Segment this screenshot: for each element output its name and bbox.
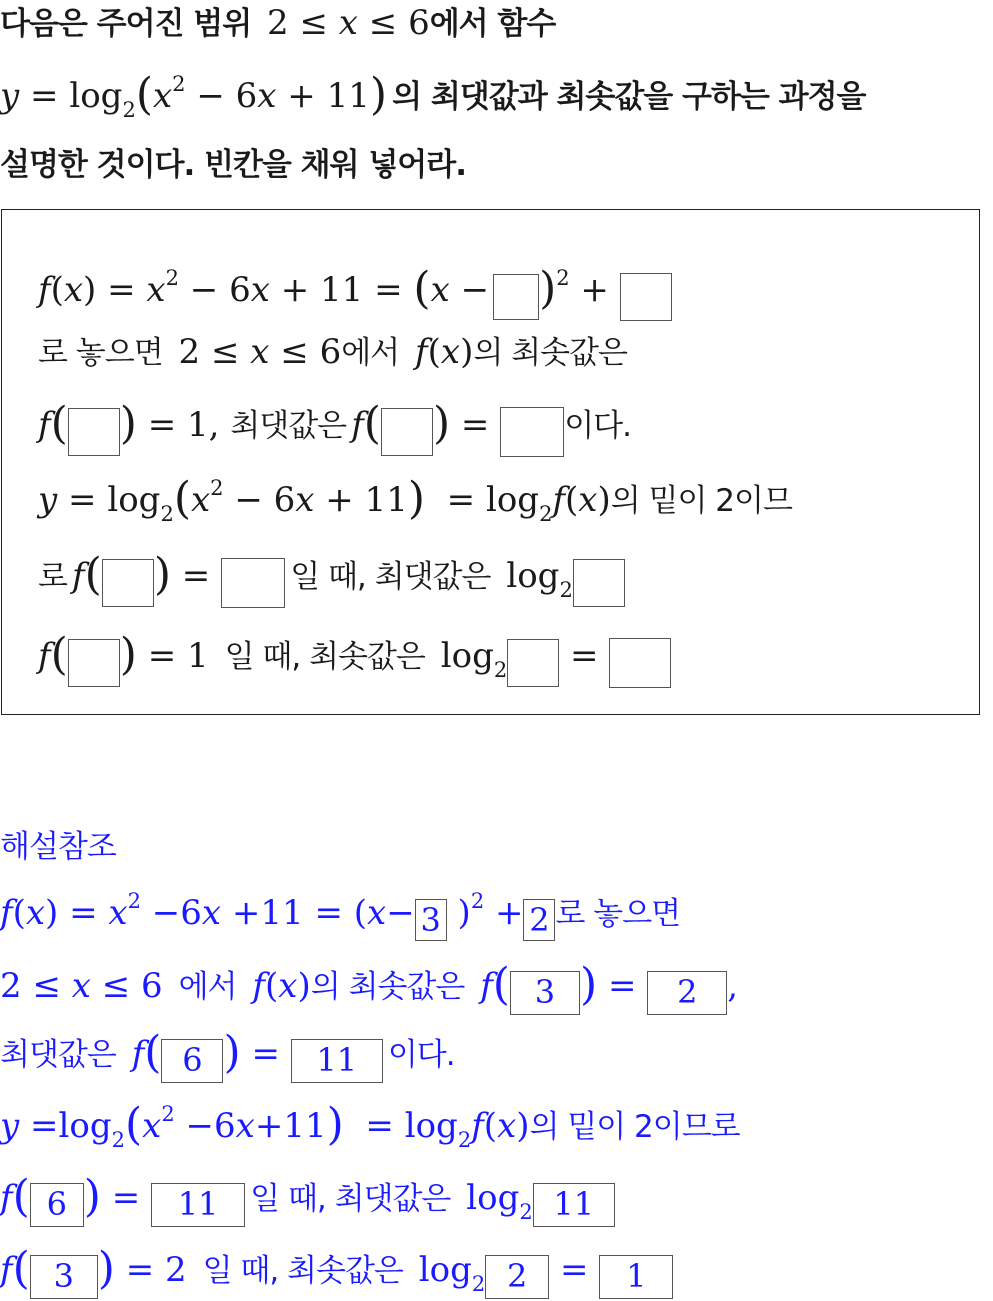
panel-row-3: f( ) = 1, 최댓값은 f( ) = 이다. <box>38 397 631 447</box>
blank-constant[interactable] <box>620 273 672 321</box>
panel-row-5: 로 f( ) = 일 때, 최댓값은 $\log_2$ <box>38 548 625 598</box>
blank-max-f[interactable] <box>500 407 564 457</box>
panel-row-6: f( ) = 1 일 때, 최솟값은 $\log_2$ = <box>38 628 671 678</box>
problem-line-1 <box>0 0 555 48</box>
blank-row6-x[interactable] <box>68 639 120 687</box>
answer-min-f: 2 <box>647 971 727 1015</box>
derivation-panel <box>1 209 980 715</box>
function-formula: $y = \log_2(x^2 - 6x + 11)$ <box>0 69 388 122</box>
answer-min-x: 3 <box>510 971 580 1015</box>
answer-row6-x: 3 <box>30 1255 98 1299</box>
answer-row6-res: 1 <box>599 1255 673 1299</box>
problem-text: 설명한 것이다. 빈칸을 채워 넣어라. <box>0 147 466 183</box>
solution-row-1: $f(x) = x^2 -6x +11 = (x- 3$ )$^2$ + 2 로 놓으면 <box>0 889 681 939</box>
blank-row5-log[interactable] <box>573 559 625 607</box>
blank-row5-x[interactable] <box>102 559 154 607</box>
problem-text: 다음은 주어진 범위 <box>0 6 252 42</box>
problem-line-3 <box>0 140 466 190</box>
answer-max-f: 11 <box>291 1039 383 1083</box>
answer-max-x: 6 <box>161 1039 223 1083</box>
solution-row-4: $y =\log_2(x^2 -6x+11) = \log_2f(x)$의 밑이 2이므로 <box>0 1099 740 1152</box>
range-condition: 2 ≤ x ≤ 6 <box>256 3 430 43</box>
panel-row-1: $f(x) = x^2 - 6x + 11 = (x - )^2$ + <box>38 262 672 312</box>
blank-row5-f[interactable] <box>221 558 285 608</box>
problem-text: 의 최댓값과 최솟값을 구하는 과정을 <box>392 79 866 115</box>
blank-row6-res[interactable] <box>609 638 671 688</box>
blank-row6-log[interactable] <box>507 639 559 687</box>
solution-row-2: 2 ≤ x ≤ 6 에서 f(x)의 최솟값은 f( 3 ) = 2 , <box>0 958 738 1008</box>
solution-heading: 해설참조 <box>0 829 116 865</box>
blank-min-x[interactable] <box>68 408 120 456</box>
panel-row-2: 로 놓으면 2 ≤ x ≤ 6에서 f(x)의 최솟값은 <box>38 332 627 372</box>
answer-row5-log: 11 <box>533 1183 615 1227</box>
blank-shift[interactable] <box>493 274 539 320</box>
problem-line-2 <box>0 68 866 122</box>
answer-row5-f: 11 <box>151 1183 245 1227</box>
solution-row-3: 최댓값은 f( 6 ) = 11 이다. <box>0 1026 455 1076</box>
solution-row-6: f( 3 ) = 2 일 때, 최솟값은 $\log_2 2 = 1$ <box>0 1242 673 1292</box>
answer-row5-x: 6 <box>30 1183 84 1227</box>
problem-text: 에서 함수 <box>429 6 556 42</box>
answer-row6-log: 2 <box>485 1255 549 1299</box>
answer-constant: 2 <box>523 899 555 941</box>
blank-max-x[interactable] <box>381 408 433 456</box>
answer-shift: 3 <box>415 899 447 941</box>
solution-row-5: f( 6 ) = 11 일 때, 최댓값은 $\log_2 11$ <box>0 1170 615 1220</box>
panel-row-4: $y = \log_2(x^2 - 6x + 11) = \log_2f(x)$의 밑이 2이므 <box>38 473 792 526</box>
